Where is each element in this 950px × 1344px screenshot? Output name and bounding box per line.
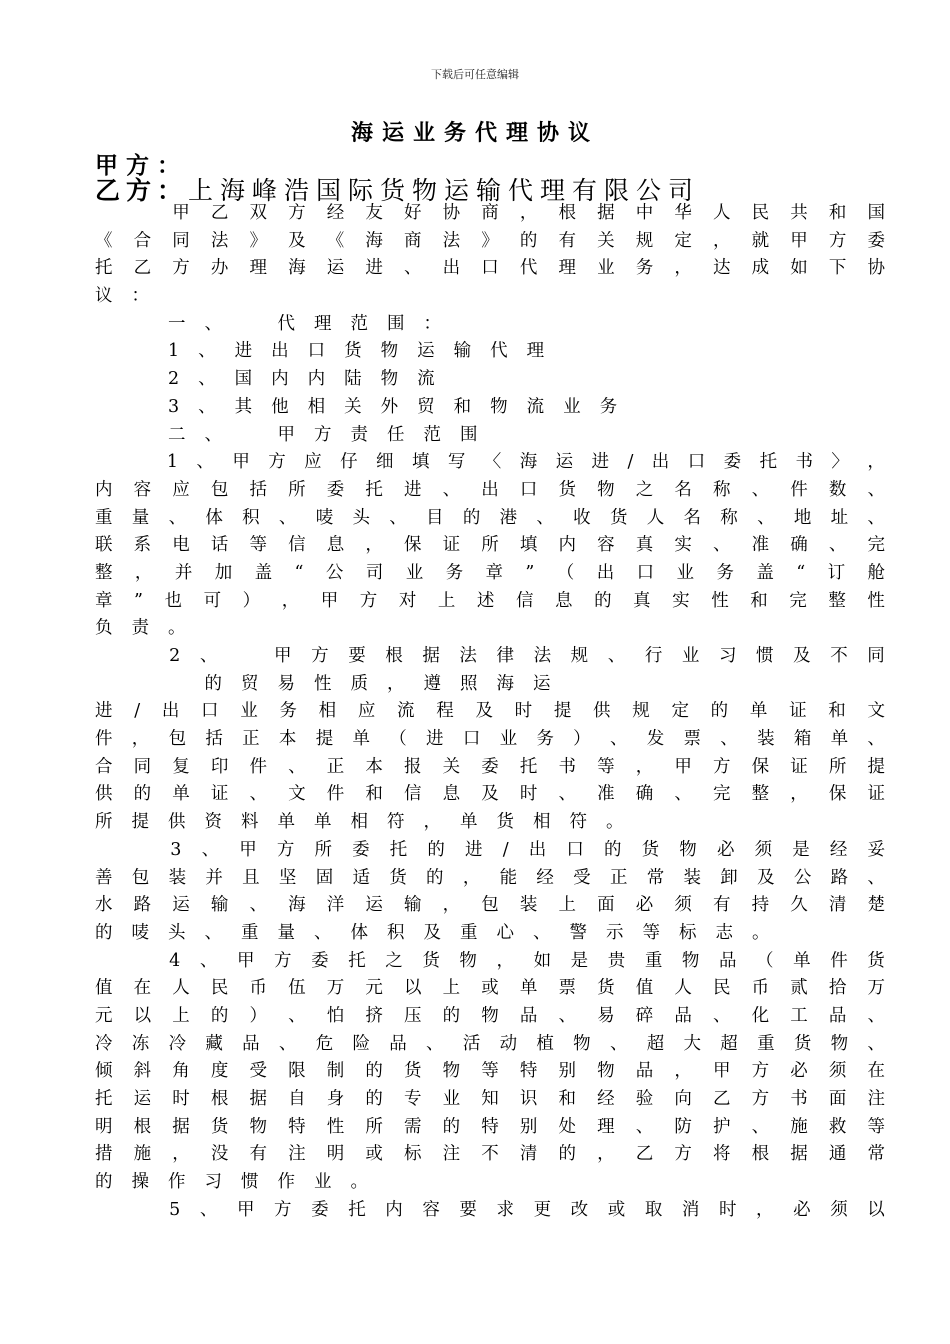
body-line: 合 同 复 印 件 、 正 本 报 关 委 托 书 等 ， 甲 方 保 证 所 提	[95, 756, 885, 777]
party-b-label: 乙方：	[95, 176, 189, 205]
body-line: 5 、 甲 方 委 托 内 容 要 求 更 改 或 取 消 时 ， 必 须 以	[169, 1199, 885, 1220]
body-line: 进 / 出 口 业 务 相 应 流 程 及 时 提 供 规 定 的 单 证 和 文	[95, 701, 885, 722]
body-line: 1 、 进 出 口 货 物 运 输 代 理	[168, 341, 545, 362]
body-line: 内 容 应 包 括 所 委 托 进 、 出 口 货 物 之 名 称 、 件 数 、	[95, 479, 885, 500]
body-line: 措 施 ， 没 有 注 明 或 标 注 不 清 的 ， 乙 方 将 根 据 通 常	[95, 1144, 885, 1165]
party-a-label: 甲方：	[95, 152, 188, 179]
party-b-name: 上海峰浩国际货物运输代理有限公司	[188, 176, 701, 205]
body-line: 章 ” 也 可 ） ， 甲 方 对 上 述 信 息 的 真 实 性 和 完 整 性	[95, 590, 885, 611]
body-line: 所 提 供 资 料 单 单 相 符 ， 单 货 相 符 。	[95, 812, 624, 833]
body-line: 二 、 甲 方 责 任 范 围	[168, 424, 478, 445]
body-line: 的 贸 易 性 质 ， 遵 照 海 运	[204, 673, 551, 694]
body-line: 联 系 电 话 等 信 息 ， 保 证 所 填 内 容 真 实 、 准 确 、 完	[95, 535, 885, 556]
body-line: 元 以 上 的 ） 、 怕 挤 压 的 物 品 、 易 碎 品 、 化 工 品 、	[95, 1005, 885, 1026]
body-line: 冷 冻 冷 藏 品 、 危 险 品 、 活 动 植 物 、 超 大 超 重 货 物 、	[95, 1033, 885, 1054]
body-line: 一 、 代 理 范 围 ：	[168, 313, 441, 334]
body-line: 4 、 甲 方 委 托 之 货 物 ， 如 是 贵 重 物 品 （ 单 件 货	[169, 950, 885, 971]
body-line: 3 、 甲 方 所 委 托 的 进 / 出 口 的 货 物 必 须 是 经 妥	[170, 839, 885, 860]
body-line: 水 路 运 输 、 海 洋 运 输 ， 包 装 上 面 必 须 有 持 久 清 楚	[95, 895, 885, 916]
body-line: 《 合 同 法 》 及 《 海 商 法 》 的 有 关 规 定 ， 就 甲 方 委	[95, 230, 885, 251]
body-line: 议 ：	[95, 286, 149, 307]
body-line: 值 在 人 民 币 伍 万 元 以 上 或 单 票 货 值 人 民 币 贰 拾 万	[95, 978, 885, 999]
body-line: 甲 乙 双 方 经 友 好 协 商 ， 根 据 中 华 人 民 共 和 国	[172, 203, 885, 223]
body-line: 2 、 国 内 内 陆 物 流	[168, 369, 435, 390]
body-line: 1 、 甲 方 应 仔 细 填 写 〈 海 运 进 / 出 口 委 托 书 〉 ，	[166, 452, 885, 473]
body-line: 负 责 。	[95, 618, 186, 639]
body-line: 明 根 据 货 物 特 性 所 需 的 特 别 处 理 、 防 护 、 施 救 等	[95, 1116, 885, 1137]
header-note: 下载后可任意编辑	[431, 68, 519, 81]
body-line: 件 ， 包 括 正 本 提 单 （ 进 口 业 务 ） 、 发 票 、 装 箱 单 、	[95, 729, 885, 750]
body-line: 托 运 时 根 据 自 身 的 专 业 知 识 和 经 验 向 乙 方 书 面 注	[95, 1089, 885, 1109]
document-title: 海运业务代理协议	[350, 120, 599, 146]
body-line: 供 的 单 证 、 文 件 和 信 息 及 时 、 准 确 、 完 整 ， 保 证	[95, 784, 885, 805]
agreement-body	[95, 200, 885, 1224]
body-line: 2 、 甲 方 要 根 据 法 律 法 规 、 行 业 习 惯 及 不 同	[169, 646, 885, 666]
body-line: 的 操 作 习 惯 作 业 。	[95, 1172, 368, 1193]
body-line: 重 量 、 体 积 、 唛 头 、 目 的 港 、 收 货 人 名 称 、 地 址 、	[95, 507, 885, 528]
body-line: 的 唛 头 、 重 量 、 体 积 及 重 心 、 警 示 等 标 志 。	[95, 922, 770, 943]
body-line: 托 乙 方 办 理 海 运 进 、 出 口 代 理 业 务 ， 达 成 如 下 协	[95, 258, 885, 279]
body-line: 善 包 装 并 且 坚 固 适 货 的 ， 能 经 受 正 常 装 卸 及 公 路 、	[95, 867, 885, 888]
body-line: 3 、 其 他 相 关 外 贸 和 物 流 业 务	[168, 396, 618, 417]
body-line: 倾 斜 角 度 受 限 制 的 货 物 等 特 别 物 品 ， 甲 方 必 须 在	[95, 1061, 885, 1082]
body-line: 整 ， 并 加 盖 “ 公 司 业 务 章 ” （ 出 口 业 务 盖 “ 订 舱	[95, 562, 885, 583]
